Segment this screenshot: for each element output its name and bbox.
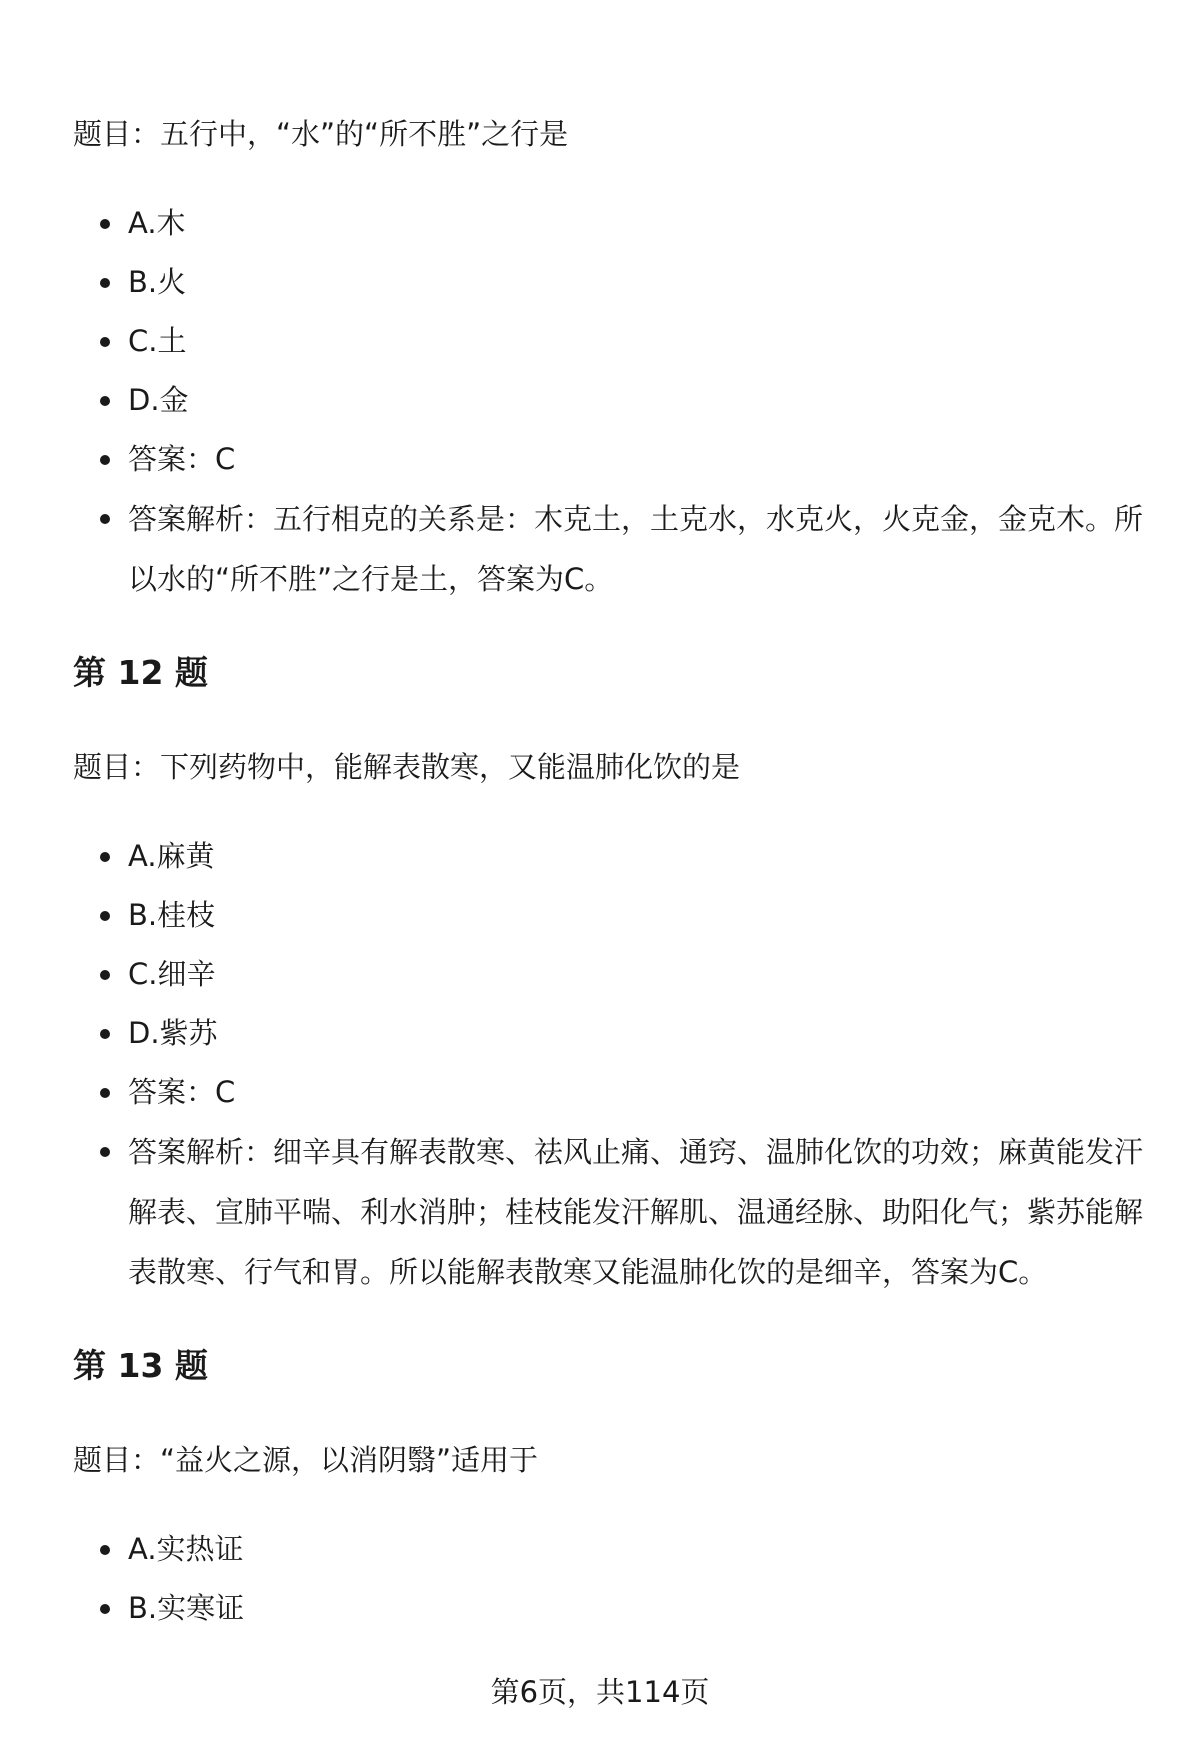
question-11-options: [73, 194, 1153, 609]
question-13-heading: 第 13 题: [73, 1346, 208, 1385]
question-12-heading: 第 12 题: [73, 653, 208, 692]
question-12-text: 题目：下列药物中，能解表散寒，又能温肺化饮的是: [73, 750, 741, 784]
question-11-text: 题目：五行中，“水”的“所不胜”之行是: [73, 117, 569, 151]
option-b: B.火: [73, 253, 1153, 312]
question-13-options: [73, 1520, 1153, 1638]
option-c: C.土: [73, 312, 1153, 371]
option-a: A.麻黄: [73, 827, 1153, 886]
option-a: A.木: [73, 194, 1153, 253]
option-b: B.实寒证: [73, 1579, 1153, 1638]
question-13-text: 题目：“益火之源，以消阴翳”适用于: [73, 1443, 539, 1477]
page-content: [73, 112, 1153, 1638]
answer: 答案：C: [73, 1063, 1153, 1122]
option-c: C.细辛: [73, 945, 1153, 1004]
option-d: D.紫苏: [73, 1004, 1153, 1063]
page-footer: 第6页，共114页: [490, 1675, 710, 1709]
answer-explanation: 答案解析：五行相克的关系是：木克土，土克水，水克火，火克金，金克木。所以水的“所不胜”之行是土，答案为C。: [73, 489, 1153, 609]
question-12-options: [73, 827, 1153, 1302]
answer-explanation: 答案解析：细辛具有解表散寒、祛风止痛、通窍、温肺化饮的功效；麻黄能发汗解表、宣肺平喘、利水消肿；桂枝能发汗解肌、温通经脉、助阳化气；紫苏能解表散寒、行气和胃。所以能解表散寒又能温肺化饮的是细辛，答案为C。: [73, 1122, 1153, 1302]
option-a: A.实热证: [73, 1520, 1153, 1579]
answer: 答案：C: [73, 430, 1153, 489]
option-b: B.桂枝: [73, 886, 1153, 945]
option-d: D.金: [73, 371, 1153, 430]
